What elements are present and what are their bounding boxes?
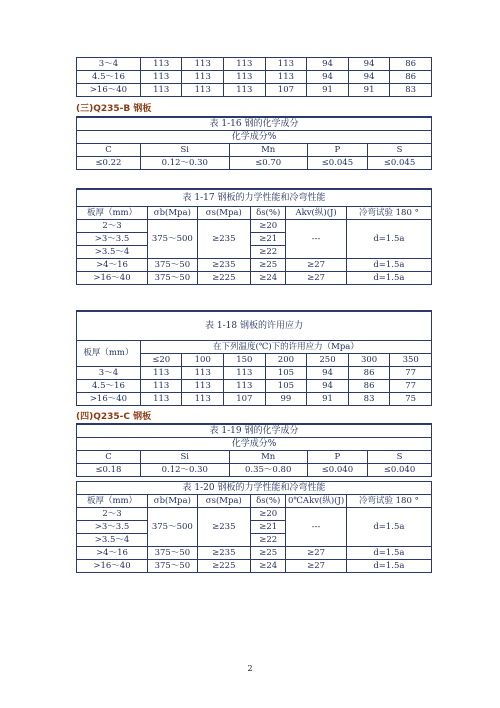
column-header: ≤20 xyxy=(140,354,182,367)
table-row xyxy=(77,272,432,285)
table-cell: ≥225 xyxy=(197,560,250,573)
table-header-row xyxy=(77,451,432,464)
table-cell: 4.5～16 xyxy=(77,71,141,84)
section-heading-q235b: (三)Q235-B 钢板 xyxy=(76,104,152,114)
table-caption: 表 1-20 钢板的力学性能和冷弯性能 xyxy=(77,482,432,495)
table-cell: >3～3.5 xyxy=(77,233,148,246)
table-cell: 375～500 xyxy=(148,220,198,259)
table-cell: 83 xyxy=(390,84,432,97)
table-subcaption: 化学成分% xyxy=(77,438,432,451)
table-cell: ≥27 xyxy=(286,259,346,272)
table-cell: ≥22 xyxy=(250,246,286,259)
table-cell: 86 xyxy=(390,58,432,71)
table-cell: 105 xyxy=(265,367,307,380)
table-cell: ≥22 xyxy=(250,534,286,547)
table-caption: 表 1-19 钢的化学成分 xyxy=(77,424,432,438)
table-row xyxy=(77,71,432,84)
column-header: S xyxy=(368,451,432,464)
table-cell: 107 xyxy=(224,393,266,406)
table-cell: ≥21 xyxy=(250,233,286,246)
table-cell: 375～50 xyxy=(148,259,198,272)
table-cell: 94 xyxy=(348,58,390,71)
table-cell: ≥25 xyxy=(250,259,286,272)
table-cell: 91 xyxy=(307,393,349,406)
table-cell: 94 xyxy=(307,58,349,71)
table-row xyxy=(77,220,432,233)
table-row xyxy=(77,508,432,521)
chemical-composition-table-c xyxy=(76,423,432,477)
column-header: 在下列温度(℃)下的许用应力（Mpa） xyxy=(140,341,431,354)
table-cell: ≥235 xyxy=(197,508,250,547)
table-cell: 94 xyxy=(307,71,349,84)
column-header: 150 xyxy=(224,354,266,367)
table-cell: >16～40 xyxy=(77,84,141,97)
table-cell: 113 xyxy=(182,367,224,380)
table-cell: ≥235 xyxy=(197,220,250,259)
table-cell: 75 xyxy=(390,393,432,406)
table-cell: ≥24 xyxy=(250,560,286,573)
table-header-row xyxy=(77,144,432,157)
table-cell: 77 xyxy=(390,367,432,380)
mechanical-properties-table-b xyxy=(76,188,432,285)
table-cell: >3.5～4 xyxy=(77,246,148,259)
table-row xyxy=(77,84,432,97)
table-caption: 表 1-17 钢板的力学性能和冷弯性能 xyxy=(77,189,432,207)
table-cell: 99 xyxy=(265,393,307,406)
column-header: 板厚（mm） xyxy=(77,207,148,220)
table-cell: 2～3 xyxy=(77,220,148,233)
table-cell: d=1.5a xyxy=(346,272,431,285)
column-header: σs(Mpa) xyxy=(197,495,250,508)
table-cell: 113 xyxy=(224,84,266,97)
table-caption: 表 1-18 钢板的许用应力 xyxy=(77,311,432,341)
column-header: δs(%) xyxy=(250,207,286,220)
table-subcaption: 化学成分% xyxy=(77,131,432,144)
column-header: Akv(纵)(J) xyxy=(286,207,346,220)
table-row xyxy=(77,393,432,406)
table-cell: d=1.5a xyxy=(346,560,431,573)
table-cell: 4.5～16 xyxy=(77,380,141,393)
table-header-row xyxy=(77,207,432,220)
table-cell: 3～4 xyxy=(77,367,141,380)
table-cell: >16～40 xyxy=(77,393,141,406)
table-cell: d=1.5a xyxy=(346,547,431,560)
table-row xyxy=(77,560,432,573)
column-header: C xyxy=(77,451,141,464)
column-header: P xyxy=(307,451,367,464)
column-header: Si xyxy=(140,451,229,464)
column-header: 350 xyxy=(390,354,432,367)
table-cell: 107 xyxy=(265,84,307,97)
table-cell: 375～50 xyxy=(148,272,198,285)
table-cell: 113 xyxy=(140,58,182,71)
table-cell: 113 xyxy=(265,58,307,71)
column-header: 冷弯试验 180 ° xyxy=(346,495,431,508)
column-header: δs(%) xyxy=(250,495,286,508)
column-header: σb(Mpa) xyxy=(148,495,198,508)
table-cell: 86 xyxy=(348,367,390,380)
table-cell: ≥235 xyxy=(197,547,250,560)
table-cell: 113 xyxy=(182,380,224,393)
table-cell: 3～4 xyxy=(77,58,141,71)
table-cell: ≤0.045 xyxy=(368,157,432,170)
table-caption: 表 1-16 钢的化学成分 xyxy=(77,117,432,131)
table-header-row xyxy=(77,341,432,354)
table-cell: ≥20 xyxy=(250,220,286,233)
table-cell: 94 xyxy=(348,71,390,84)
table-cell: 0.12～0.30 xyxy=(140,464,229,477)
table-cell: ≤0.22 xyxy=(77,157,141,170)
table-cell: ≥225 xyxy=(197,272,250,285)
table-row xyxy=(77,367,432,380)
table-cell: >16～40 xyxy=(77,560,148,573)
column-header: 250 xyxy=(307,354,349,367)
table-cell: d=1.5a xyxy=(346,259,431,272)
chemical-composition-table-b xyxy=(76,116,432,170)
table-cell: >4～16 xyxy=(77,547,148,560)
allowable-stress-table xyxy=(76,310,432,406)
table-header-row xyxy=(77,495,432,508)
table-cell: 113 xyxy=(182,84,224,97)
table-cell: ≥27 xyxy=(286,272,346,285)
table-cell: ≥235 xyxy=(197,259,250,272)
table-cell: 113 xyxy=(265,71,307,84)
mechanical-properties-table-c xyxy=(76,481,432,573)
table-cell: >3.5～4 xyxy=(77,534,148,547)
table-cell: d=1.5a xyxy=(346,220,431,259)
table-row xyxy=(77,157,432,170)
table-cell: 113 xyxy=(140,71,182,84)
table-cell: --- xyxy=(286,220,346,259)
page-number: 2 xyxy=(247,664,253,673)
table-cell: 86 xyxy=(348,380,390,393)
table-cell: 0.12～0.30 xyxy=(140,157,229,170)
column-header: σb(Mpa) xyxy=(148,207,198,220)
column-header: 100 xyxy=(182,354,224,367)
table-cell: 113 xyxy=(182,71,224,84)
table-cell: ≤0.040 xyxy=(307,464,367,477)
table-row xyxy=(77,259,432,272)
column-header: 0℃Akv(纵)(J) xyxy=(286,495,346,508)
table-cell: 113 xyxy=(182,393,224,406)
table-row xyxy=(77,464,432,477)
table-cell: ≥21 xyxy=(250,521,286,534)
table-cell: >3～3.5 xyxy=(77,521,148,534)
column-header: P xyxy=(307,144,367,157)
column-header: 板厚（mm） xyxy=(77,341,141,367)
column-header: Si xyxy=(140,144,229,157)
table-cell: ≥20 xyxy=(250,508,286,521)
table-cell: 113 xyxy=(140,367,182,380)
table-cell: ≥27 xyxy=(286,560,346,573)
table-cell: 113 xyxy=(224,58,266,71)
table-cell: 105 xyxy=(265,380,307,393)
table-cell: >16～40 xyxy=(77,272,148,285)
table-cell: 86 xyxy=(390,71,432,84)
table-row xyxy=(77,547,432,560)
column-header: 300 xyxy=(348,354,390,367)
table-cell: 113 xyxy=(182,58,224,71)
column-header: 冷弯试验 180 ° xyxy=(346,207,431,220)
table-cell: 113 xyxy=(140,380,182,393)
section-heading-q235c: (四)Q235-C 钢板 xyxy=(76,412,152,422)
table-cell: 113 xyxy=(224,380,266,393)
table-cell: ≤0.040 xyxy=(368,464,432,477)
table-cell: 91 xyxy=(307,84,349,97)
table-cell: >4～16 xyxy=(77,259,148,272)
column-header: 200 xyxy=(265,354,307,367)
table-cell: 113 xyxy=(224,367,266,380)
table-row xyxy=(77,58,432,71)
table-cell: ≤0.045 xyxy=(307,157,367,170)
column-header: C xyxy=(77,144,141,157)
allowable-stress-table-continued xyxy=(76,57,432,97)
column-header: Mn xyxy=(229,144,307,157)
table-cell: ≥25 xyxy=(250,547,286,560)
table-cell: 77 xyxy=(390,380,432,393)
table-cell: 375～50 xyxy=(148,560,198,573)
table-cell: 91 xyxy=(348,84,390,97)
table-cell: ≥24 xyxy=(250,272,286,285)
table-cell: 94 xyxy=(307,380,349,393)
table-cell: 375～500 xyxy=(148,508,198,547)
column-header: S xyxy=(368,144,432,157)
table-cell: 83 xyxy=(348,393,390,406)
table-row xyxy=(77,380,432,393)
table-cell: 94 xyxy=(307,367,349,380)
column-header: 板厚（mm） xyxy=(77,495,148,508)
table-cell: d=1.5a xyxy=(346,508,431,547)
column-header: Mn xyxy=(229,451,307,464)
table-cell: 2～3 xyxy=(77,508,148,521)
table-cell: 0.35～0.80 xyxy=(229,464,307,477)
table-cell: --- xyxy=(286,508,346,547)
table-cell: 375～50 xyxy=(148,547,198,560)
table-cell: 113 xyxy=(224,71,266,84)
column-header: σs(Mpa) xyxy=(197,207,250,220)
table-cell: 113 xyxy=(140,84,182,97)
table-cell: ≤0.70 xyxy=(229,157,307,170)
table-cell: ≥27 xyxy=(286,547,346,560)
table-cell: 113 xyxy=(140,393,182,406)
table-cell: ≤0.18 xyxy=(77,464,141,477)
